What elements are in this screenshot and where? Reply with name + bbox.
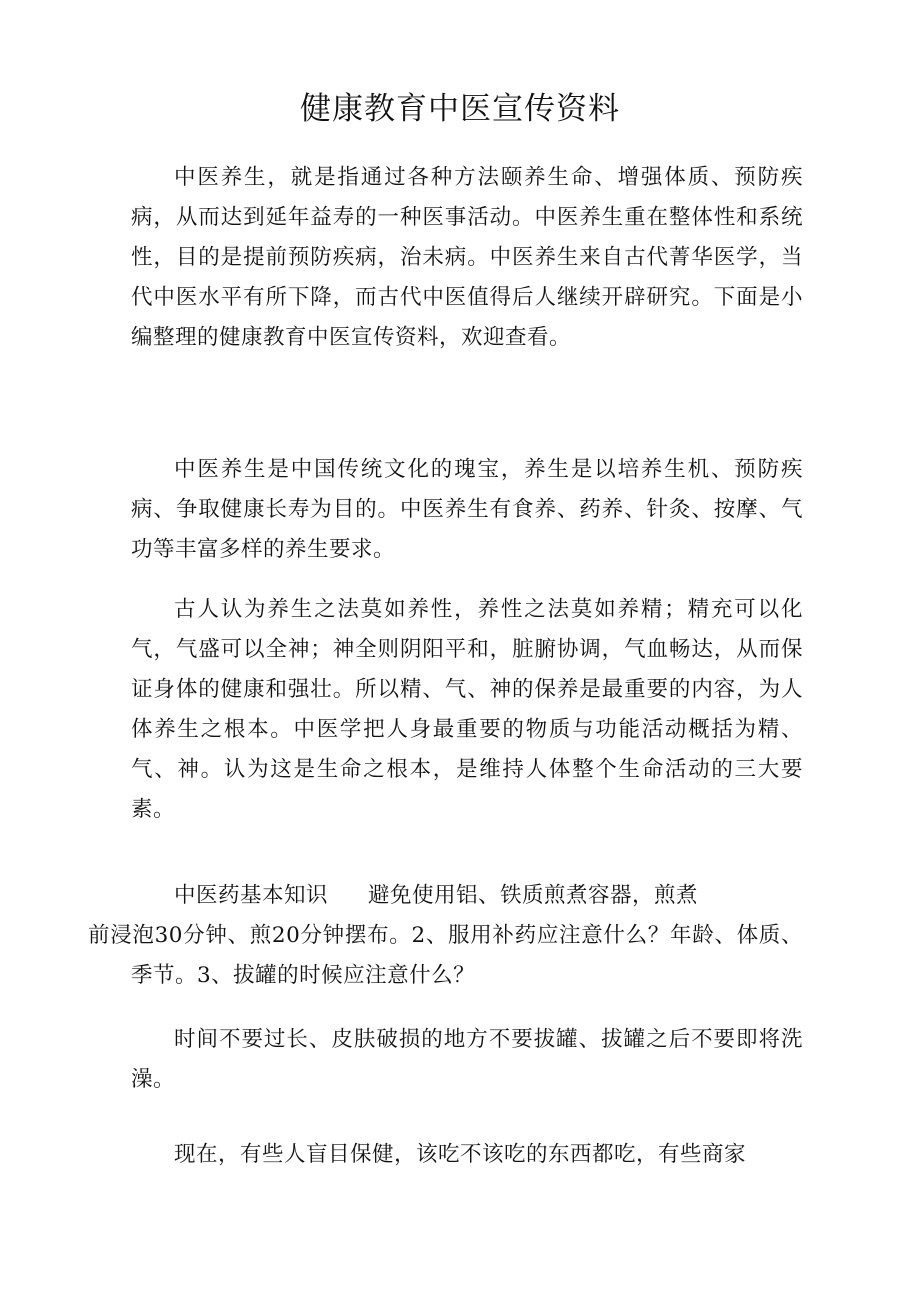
paragraph-jing-qi-shen: 古人认为养生之法莫如养性，养性之法莫如养精；精充可以化气，气盛可以全神；神全则阴阳平和，脏腑协调，气血畅达，从而保证身体的健康和强壮。所以精、气、神的保养是最重要的内容，为人体养生之根本。中医学把人身最重要的物质与功能活动概括为精、气、神。认为这是生命之根本，是维持人体整个生命活动的三大要素。 — [131, 597, 803, 822]
paragraph-blind-health: 现在，有些人盲目保健，该吃不该吃的东西都吃，有些商家 — [174, 1142, 747, 1167]
paragraph-tcm-treasure: 中医养生是中国传统文化的瑰宝，养生是以培养生机、预防疾病、争取健康长寿为目的。中医养生有食养、药养、针灸、按摩、气功等丰富多样的养生要求。 — [131, 457, 803, 562]
paragraph-intro: 中医养生，就是指通过各种方法颐养生命、增强体质、预防疾病，从而达到延年益寿的一种医事活动。中医养生重在整体性和系统性，目的是提前预防疾病，治未病。中医养生来自古代菁华医学，当代中医水平有所下降，而古代中医值得后人继续开辟研究。下面是小编整理的健康教育中医宣传资料，欢迎查看。 — [131, 165, 803, 350]
tcm-basics-line2: 前浸泡30分钟、煎20分钟摆布。2、服用补药应注意什么？年龄、体质、季节。3、拔罐的时候应注意什么？ — [88, 923, 803, 988]
document-title: 健康教育中医宣传资料 — [300, 91, 620, 127]
paragraph-cupping: 时间不要过长、皮肤破损的地方不要拔罐、拔罐之后不要即将洗澡。 — [131, 1027, 803, 1092]
tcm-basics-heading: 中医药基本知识 — [174, 883, 329, 908]
tcm-basics-line1: 避免使用铝、铁质煎煮容器，煎煮 — [368, 883, 699, 908]
paragraph-tcm-basics — [88, 876, 803, 996]
